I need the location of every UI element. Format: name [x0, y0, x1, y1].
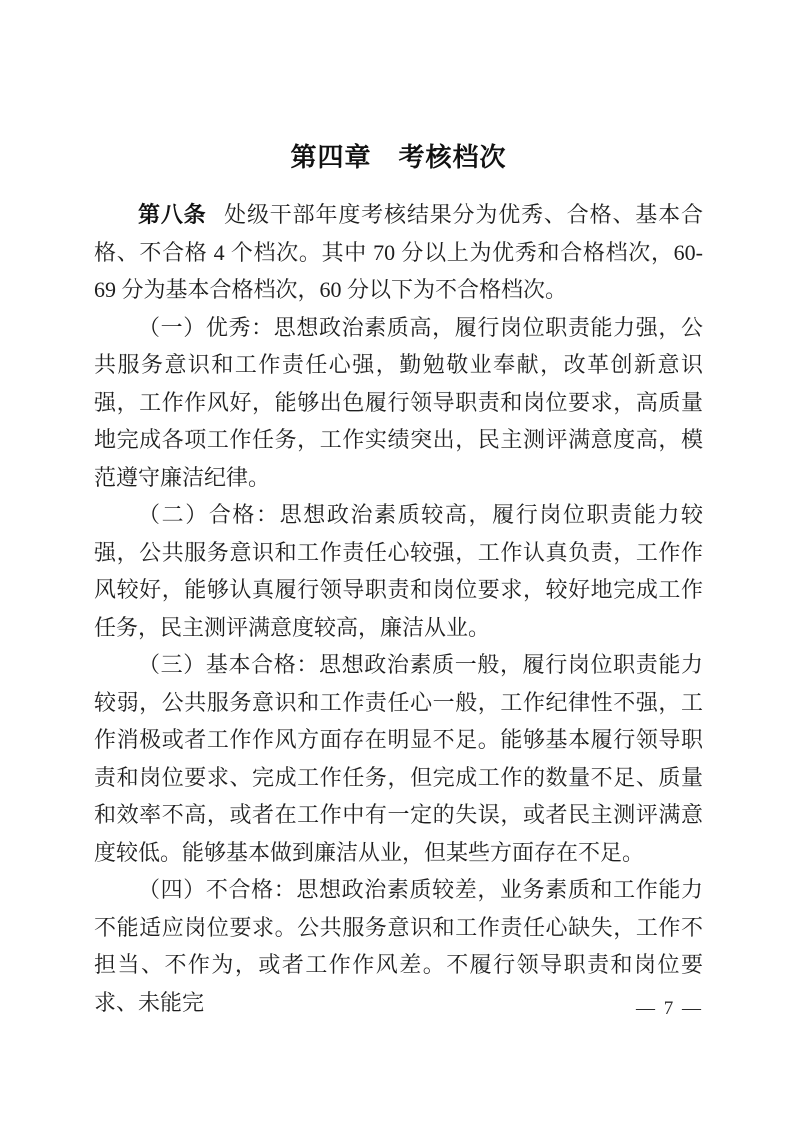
- grade-item-qualified: （二）合格：思想政治素质较高，履行岗位职责能力较强，公共服务意识和工作责任心较强，工作认真负责，工作作风较好，能够认真履行领导职责和岗位要求，较好地完成工作任务，民主测评满意度较高，廉洁从业。: [94, 502, 703, 640]
- grade-item-unqualified: （四）不合格：思想政治素质较差，业务素质和工作能力不能适应岗位要求。公共服务意识和工作责任心缺失，工作不担当、不作为，或者工作作风差。不履行领导职责和岗位要求、未能完: [94, 877, 703, 1015]
- grade-item-basically-qualified: （三）基本合格：思想政治素质一般，履行岗位职责能力较弱，公共服务意识和工作责任心一般，工作纪律性不强，工作消极或者工作作风方面存在明显不足。能够基本履行领导职责和岗位要求、完成工作任务，但完成工作的数量不足、质量和效率不高，或者在工作中有一定的失误，或者民主测评满意度较低。能够基本做到廉洁从业，但某些方面存在不足。: [94, 652, 703, 865]
- article-8-paragraph: [94, 196, 703, 309]
- chapter-title: 第四章 考核档次: [290, 142, 507, 172]
- page-number: — 7 —: [636, 998, 703, 1019]
- grade-item-excellent: （一）优秀：思想政治素质高，履行岗位职责能力强，公共服务意识和工作责任心强，勤勉敬业奉献，改革创新意识强，工作作风好，能够出色履行领导职责和岗位要求，高质量地完成各项工作任务，工作实绩突出，民主测评满意度高，模范遵守廉洁纪律。: [94, 314, 703, 490]
- article-8-label: 第八条: [138, 202, 207, 227]
- article-8-text: 处级干部年度考核结果分为优秀、合格、基本合格、不合格 4 个档次。其中 70 分以上为优秀和合格档次，60-69 分为基本合格档次，60 分以下为不合格档次。: [94, 202, 703, 302]
- document-body: [94, 196, 703, 1021]
